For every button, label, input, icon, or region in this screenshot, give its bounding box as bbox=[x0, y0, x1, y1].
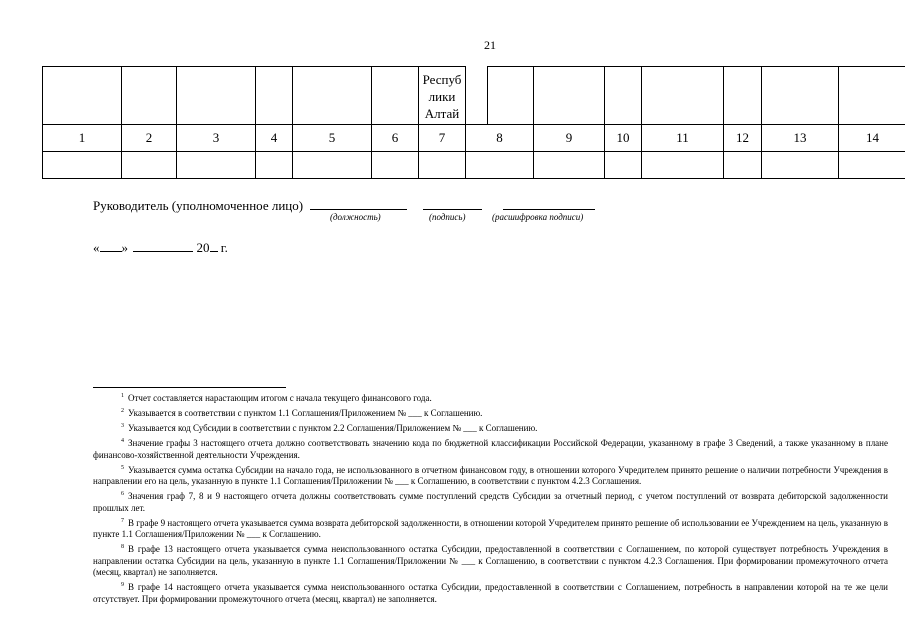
column-number: 6 bbox=[372, 125, 419, 152]
data-cell bbox=[605, 152, 642, 179]
report-table bbox=[42, 66, 905, 179]
data-cell bbox=[419, 152, 466, 179]
page-number: 21 bbox=[484, 38, 496, 52]
footnote-text: В графе 14 настоящего отчета указывается сумма неиспользованного остатка Субсидии, предоставленной в соответствии с Соглашением, потребность в направлении которой на те же цели отсутствует. При формировании промежуточного отчета (месяц, квартал) не заполняется. bbox=[93, 582, 888, 604]
footnote-text: В графе 13 настоящего отчета указывается сумма неиспользованного остатка Субсидии, предоставленной в соответствии с Соглашением, по которой существует потребность Учреждения в направлении остатка Субсидии на цель, указанную в пункте 1.1 Соглашения/Приложении № ___ к Соглашению, в соответствии с пунктом 4.2.3 Соглашения. При формировании промежуточного отчета (месяц, квартал) не заполняется. bbox=[93, 544, 888, 577]
footnote-number: 7 bbox=[121, 517, 124, 524]
data-cell bbox=[724, 152, 762, 179]
footnote-number: 5 bbox=[121, 464, 124, 471]
data-cell bbox=[642, 152, 724, 179]
column-number: 4 bbox=[256, 125, 293, 152]
column-number: 3 bbox=[177, 125, 256, 152]
table-header-row bbox=[43, 67, 905, 125]
header-cell-11 bbox=[642, 67, 724, 125]
data-cell bbox=[839, 152, 905, 179]
footnotes bbox=[93, 391, 888, 607]
header-text-republic bbox=[423, 69, 462, 122]
column-number: 12 bbox=[724, 125, 762, 152]
footnote-text: Указывается в соответствии с пунктом 1.1 Соглашения/Приложением № ___ к Соглашению. bbox=[128, 408, 483, 418]
header-cell-8 bbox=[488, 67, 534, 125]
header-gap-cell bbox=[466, 67, 488, 125]
data-cell bbox=[122, 152, 177, 179]
column-number: 5 bbox=[293, 125, 372, 152]
footnote bbox=[93, 516, 888, 541]
header-line-2: лики bbox=[428, 89, 456, 104]
table-row bbox=[43, 152, 905, 179]
header-cell-5 bbox=[293, 67, 372, 125]
header-cell-6 bbox=[372, 67, 419, 125]
data-cell bbox=[762, 152, 839, 179]
header-line-1: Респуб bbox=[422, 72, 462, 87]
year-suffix: г. bbox=[220, 240, 228, 255]
column-number: 13 bbox=[762, 125, 839, 152]
footnote-text: Указывается код Субсидии в соответствии с пунктом 2.2 Соглашения/Приложением № ___ к Соглашению. bbox=[128, 423, 538, 433]
data-cell bbox=[256, 152, 293, 179]
data-cell bbox=[43, 152, 122, 179]
footnote-number: 9 bbox=[121, 582, 124, 588]
footnote-number: 1 bbox=[121, 393, 124, 399]
column-number: 2 bbox=[122, 125, 177, 152]
date-line bbox=[93, 240, 228, 256]
footnote-text: Отчет составляется нарастающим итогом с начала текущего финансового года. bbox=[128, 393, 432, 403]
footnote bbox=[93, 391, 888, 405]
signature-label: Руководитель (уполномоченное лицо) bbox=[93, 198, 304, 213]
footnote-number: 8 bbox=[121, 544, 124, 550]
footnote-number: 2 bbox=[121, 408, 124, 414]
caption-position: (должность) bbox=[330, 212, 381, 222]
footnote bbox=[93, 421, 888, 435]
data-cell bbox=[534, 152, 605, 179]
header-line-3: Алтай bbox=[424, 106, 460, 121]
footnote-number: 3 bbox=[121, 423, 124, 429]
caption-signature: (подпись) bbox=[429, 212, 466, 222]
footnote-number: 4 bbox=[121, 438, 124, 444]
footnote-text: В графе 9 настоящего отчета указывается сумма возврата дебиторской задолженности, в отношении которой Учредителем принято решение об использовании ее Учреждением на цель, указанную в пункте 1.1 Соглашения/Приложении № ___ к Соглашению. bbox=[93, 517, 888, 539]
footnote-separator bbox=[93, 387, 286, 388]
header-cell-3 bbox=[177, 67, 256, 125]
position-line bbox=[310, 209, 407, 210]
column-number: 7 bbox=[419, 125, 466, 152]
header-cell-13 bbox=[762, 67, 839, 125]
column-number: 8 bbox=[466, 125, 534, 152]
caption-decoding: (расшифровка подписи) bbox=[492, 212, 584, 222]
signature-line bbox=[423, 209, 482, 210]
header-cell-12 bbox=[724, 67, 762, 125]
footnote bbox=[93, 580, 888, 605]
footnote-number: 6 bbox=[121, 491, 124, 497]
header-cell-2 bbox=[122, 67, 177, 125]
footnote bbox=[93, 406, 888, 420]
header-cell-7 bbox=[419, 67, 466, 125]
year-prefix: 20 bbox=[196, 240, 210, 255]
header-cell-4 bbox=[256, 67, 293, 125]
footnote-text: Значение графы 3 настоящего отчета должно соответствовать значению кода по бюджетной классификации Российской Федерации, указанному в графе 3 Сведений, а также указанному в плане финансово-хозяйственной деятельности Учреждения. bbox=[93, 438, 888, 460]
footnote bbox=[93, 542, 888, 579]
footnote bbox=[93, 463, 888, 488]
data-cell bbox=[293, 152, 372, 179]
footnote-text: Указывается сумма остатка Субсидии на начало года, не использованного в отчетном финансовом году, в отношении которого Учредителем принято решение о наличии потребности Учреждения в направлении его на цель, указанную в пункте 1.1 Соглашения/Приложении № ___ к Соглашению, в соответствии с пунктом 4.2.3 Соглашения. bbox=[93, 464, 888, 486]
date-open-quote: « bbox=[93, 240, 100, 255]
column-number: 11 bbox=[642, 125, 724, 152]
header-cell-9 bbox=[534, 67, 605, 125]
decoding-line bbox=[503, 209, 595, 210]
header-cell-10 bbox=[605, 67, 642, 125]
date-close-quote: » bbox=[121, 240, 128, 255]
data-cell bbox=[177, 152, 256, 179]
header-cell-1 bbox=[43, 67, 122, 125]
day-line bbox=[100, 251, 122, 252]
column-number: 1 bbox=[43, 125, 122, 152]
data-cell bbox=[466, 152, 534, 179]
footnote bbox=[93, 436, 888, 461]
footnote-text: Значения граф 7, 8 и 9 настоящего отчета должны соответствовать сумме поступлений средств Субсидии за отчетный период, с учетом поступлений от возврата дебиторской задолженности прошлых лет. bbox=[93, 491, 888, 513]
header-cell-14 bbox=[839, 67, 905, 125]
year-line bbox=[210, 251, 218, 252]
footnote bbox=[93, 489, 888, 514]
column-number-row bbox=[43, 125, 905, 152]
data-cell bbox=[372, 152, 419, 179]
column-number: 10 bbox=[605, 125, 642, 152]
month-line bbox=[133, 251, 193, 252]
column-number: 14 bbox=[839, 125, 905, 152]
column-number: 9 bbox=[534, 125, 605, 152]
